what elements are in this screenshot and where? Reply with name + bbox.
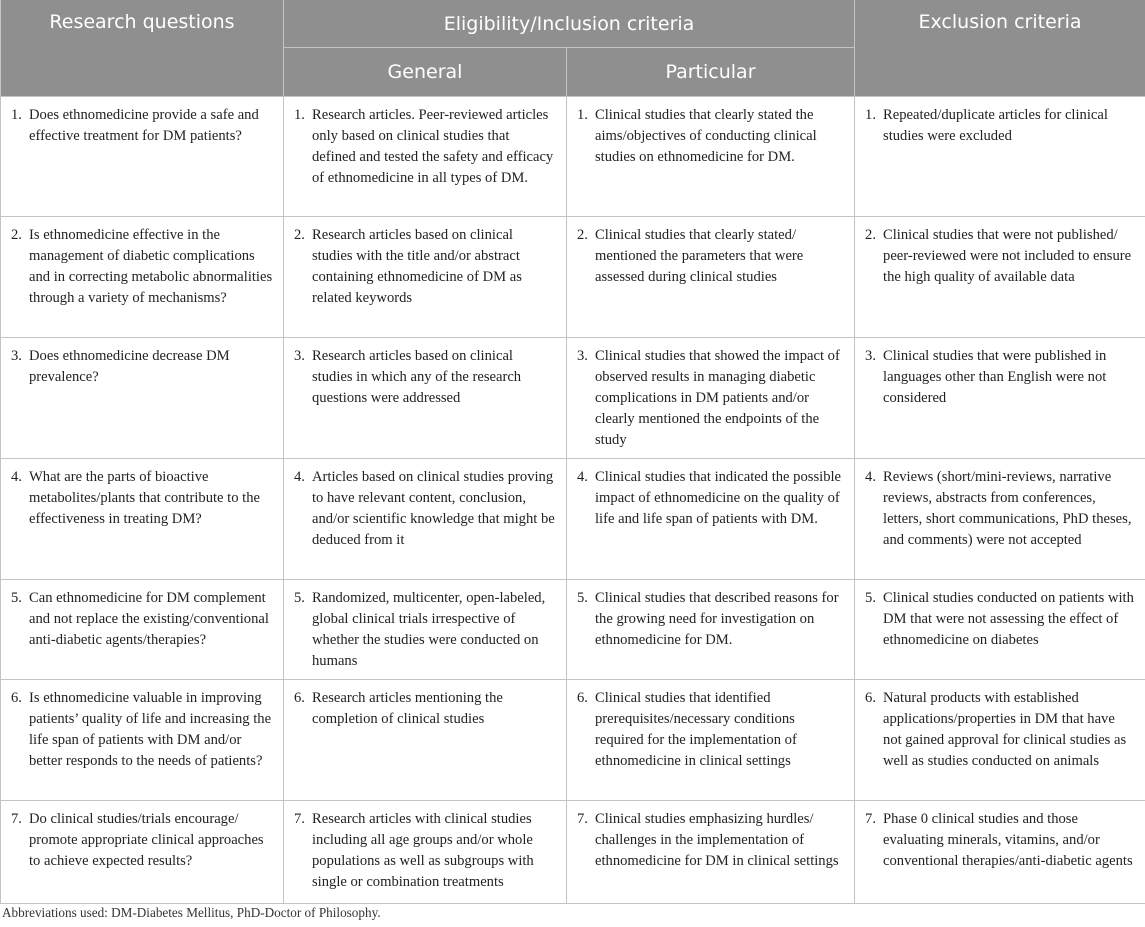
item-number: 3. [294, 348, 305, 364]
item-text: Clinical studies that clearly stated/ mentioned the parameters that were assessed during clinical studies [595, 227, 804, 285]
table-row [1, 580, 1145, 680]
table-header [1, 0, 1145, 97]
item-number: 2. [577, 227, 588, 243]
item-text: Clinical studies that showed the impact of observed results in managing diabetic complications in DM patients and/or clearly mentioned the endpoints of the study [595, 348, 840, 448]
cell-exclusion [855, 580, 1145, 680]
item-text: Do clinical studies/trials encourage/ promote appropriate clinical approaches to achieve expected results? [29, 811, 264, 869]
item-text: Research articles based on clinical studies in which any of the research questions were addressed [312, 348, 522, 406]
item-text: Clinical studies that identified prerequisites/necessary conditions required for the implementation of ethnomedicine in clinical settings [595, 690, 797, 769]
header-particular: Particular [567, 48, 855, 97]
item-text: Research articles with clinical studies including all age groups and/or whole populations as well as subgroups with single or combination treatments [312, 811, 534, 890]
item-text: Reviews (short/mini-reviews, narrative reviews, abstracts from conferences, letters, short communications, PhD theses, and comments) were not accepted [883, 469, 1132, 548]
table-row [1, 680, 1145, 801]
cell-general [284, 217, 567, 338]
item-number: 1. [11, 107, 22, 123]
item-number: 1. [577, 107, 588, 123]
footnote: Abbreviations used: DM-Diabetes Mellitus, PhD-Doctor of Philosophy. [2, 905, 381, 920]
cell-research-question [1, 459, 284, 580]
item-number: 6. [577, 690, 588, 706]
item-text: Clinical studies that described reasons for the growing need for investigation on ethnomedicine for DM. [595, 590, 839, 648]
item-text: Research articles. Peer-reviewed articles only based on clinical studies that defined and tested the safety and efficacy of ethnomedicine in all types of DM. [312, 107, 554, 186]
item-text: Phase 0 clinical studies and those evaluating minerals, vitamins, and/or conventional therapies/anti-diabetic agents [883, 811, 1133, 869]
item-text: Repeated/duplicate articles for clinical studies were excluded [883, 107, 1108, 144]
item-number: 2. [865, 227, 876, 243]
cell-particular [567, 580, 855, 680]
cell-particular [567, 459, 855, 580]
header-general: General [284, 48, 567, 97]
item-text: Clinical studies conducted on patients with DM that were not assessing the effect of ethnomedicine on diabetes [883, 590, 1134, 648]
cell-research-question [1, 801, 284, 904]
item-text: Clinical studies emphasizing hurdles/ challenges in the implementation of ethnomedicine for DM in clinical settings [595, 811, 839, 869]
header-eligibility: Eligibility/Inclusion criteria [284, 0, 855, 48]
item-number: 7. [577, 811, 588, 827]
cell-research-question [1, 217, 284, 338]
table-row [1, 338, 1145, 459]
item-text: Randomized, multicenter, open-labeled, global clinical trials irrespective of whether the studies were conducted on humans [312, 590, 546, 669]
cell-particular [567, 338, 855, 459]
item-number: 6. [865, 690, 876, 706]
cell-exclusion [855, 217, 1145, 338]
item-text: Clinical studies that clearly stated the aims/objectives of conducting clinical studies on ethnomedicine for DM. [595, 107, 817, 165]
item-text: Is ethnomedicine effective in the management of diabetic complications and in correcting metabolic abnormalities through a variety of mechanisms? [29, 227, 273, 306]
table-row [1, 217, 1145, 338]
item-text: Articles based on clinical studies proving to have relevant content, conclusion, and/or scientific knowledge that might be deduced from it [312, 469, 555, 548]
cell-particular [567, 680, 855, 801]
header-exclusion [855, 0, 1145, 97]
cell-research-question [1, 580, 284, 680]
cell-general [284, 97, 567, 217]
item-text: Can ethnomedicine for DM complement and not replace the existing/conventional anti-diabetic agents/therapies? [29, 590, 269, 648]
cell-exclusion [855, 338, 1145, 459]
item-text: Research articles mentioning the completion of clinical studies [312, 690, 503, 727]
cell-general [284, 338, 567, 459]
item-text: Clinical studies that were published in languages other than English were not considered [883, 348, 1107, 406]
cell-exclusion [855, 680, 1145, 801]
cell-general [284, 580, 567, 680]
cell-research-question [1, 97, 284, 217]
cell-particular [567, 217, 855, 338]
cell-exclusion [855, 801, 1145, 904]
item-number: 5. [11, 590, 22, 606]
item-number: 6. [294, 690, 305, 706]
item-text: Clinical studies that were not published/ peer-reviewed were not included to ensure the high quality of available data [883, 227, 1132, 285]
item-number: 2. [11, 227, 22, 243]
item-text: Clinical studies that indicated the possible impact of ethnomedicine on the quality of life and life span of patients with DM. [595, 469, 842, 527]
item-number: 3. [865, 348, 876, 364]
item-number: 4. [577, 469, 588, 485]
header-research-questions-label: Research questions [49, 11, 235, 33]
cell-general [284, 459, 567, 580]
cell-research-question [1, 338, 284, 459]
item-text: Research articles based on clinical studies with the title and/or abstract containing ethnomedicine of DM as related keywords [312, 227, 522, 306]
item-text: Natural products with established applications/properties in DM that have not gained approval for clinical studies as well as studies conducted on animals [883, 690, 1127, 769]
item-text: Does ethnomedicine decrease DM prevalence? [29, 348, 230, 385]
table-row [1, 801, 1145, 904]
item-text: Is ethnomedicine valuable in improving patients’ quality of life and increasing the life span of patients with DM and/or better responds to the needs of patients? [29, 690, 272, 769]
header-exclusion-label: Exclusion criteria [918, 11, 1082, 33]
item-number: 4. [11, 469, 22, 485]
table-row [1, 459, 1145, 580]
cell-exclusion [855, 97, 1145, 217]
item-number: 2. [294, 227, 305, 243]
cell-general [284, 680, 567, 801]
item-text: What are the parts of bioactive metabolites/plants that contribute to the effectiveness in treating DM? [29, 469, 261, 527]
item-number: 6. [11, 690, 22, 706]
item-number: 5. [577, 590, 588, 606]
item-number: 7. [865, 811, 876, 827]
item-text: Does ethnomedicine provide a safe and effective treatment for DM patients? [29, 107, 259, 144]
item-number: 3. [11, 348, 22, 364]
cell-exclusion [855, 459, 1145, 580]
cell-particular [567, 97, 855, 217]
item-number: 3. [577, 348, 588, 364]
cell-general [284, 801, 567, 904]
item-number: 1. [294, 107, 305, 123]
cell-research-question [1, 680, 284, 801]
item-number: 5. [294, 590, 305, 606]
header-research-questions [1, 0, 284, 97]
cell-particular [567, 801, 855, 904]
item-number: 4. [865, 469, 876, 485]
table-row [1, 97, 1145, 217]
item-number: 7. [294, 811, 305, 827]
item-number: 4. [294, 469, 305, 485]
item-number: 7. [11, 811, 22, 827]
item-number: 5. [865, 590, 876, 606]
item-number: 1. [865, 107, 876, 123]
